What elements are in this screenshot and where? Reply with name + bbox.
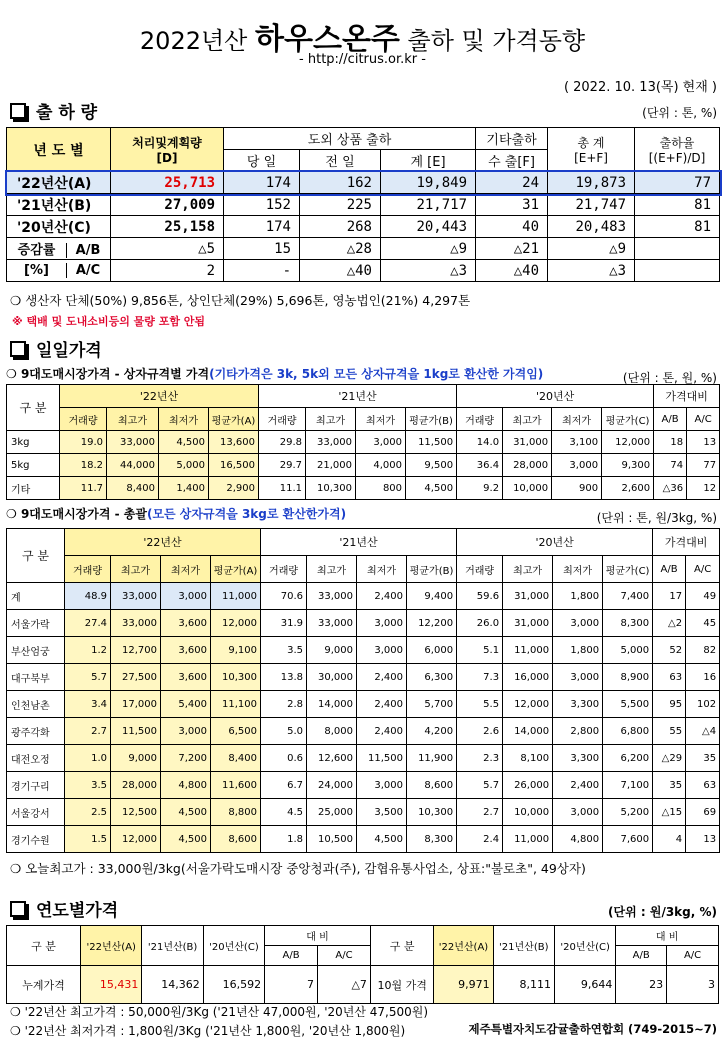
table-cell: 3,300	[553, 691, 603, 718]
table-cell: 10,000	[503, 799, 553, 826]
row-label: 대구북부	[7, 664, 65, 691]
col-sum: 총 계 [E+F]	[548, 128, 635, 172]
yearly-row: 누계가격 15,431 14,362 16,592 7 △7 10월 가격 9,971 8,111 9,644 23 3	[7, 966, 719, 1004]
checkbox-icon	[10, 901, 26, 917]
col-today: 당 일	[224, 150, 300, 172]
table-cell: 31.9	[261, 610, 307, 637]
col-total: 계 [E]	[381, 150, 476, 172]
table-cell: 25,000	[307, 799, 357, 826]
title-product: 하우스온주	[255, 22, 400, 57]
table-cell: 26.0	[457, 610, 503, 637]
title-suffix: 출하 및 가격동향	[407, 27, 586, 55]
table-cell: 10,300	[407, 799, 457, 826]
title-year: 2022년산	[139, 27, 248, 55]
table-cell: 13	[687, 431, 720, 454]
table-cell: 35	[653, 772, 686, 799]
shipment-row-22: '22년산(A) 25,713 174 162 19,849 24 19,873 77	[7, 172, 720, 194]
table-cell: 1.5	[65, 826, 111, 853]
row-label: 계	[7, 583, 65, 610]
table-cell: 6,500	[211, 718, 261, 745]
size-row	[7, 431, 720, 454]
table-cell: 3,000	[356, 431, 406, 454]
table-cell: 1,400	[159, 477, 209, 500]
table-cell: 31,000	[503, 610, 553, 637]
col-prev: 전 일	[300, 150, 381, 172]
table-cell: 59.6	[457, 583, 503, 610]
table-cell: 12,500	[111, 799, 161, 826]
row-label: 서울강서	[7, 799, 65, 826]
table-cell: 33,000	[111, 583, 161, 610]
market-row	[7, 583, 720, 610]
shipment-note-red: ※ 택배 및 도내소비등의 물량 포함 안됨	[12, 315, 206, 328]
table-cell: 5,700	[407, 691, 457, 718]
table-cell: 3,000	[552, 454, 602, 477]
market-row	[7, 718, 720, 745]
table-cell: 12,700	[111, 637, 161, 664]
col-other-sub: 수 출[F]	[476, 150, 548, 172]
table-cell: 13.8	[261, 664, 307, 691]
row-label: 대전오정	[7, 745, 65, 772]
table-cell: △4	[686, 718, 720, 745]
table-cell: 12,000	[602, 431, 654, 454]
table-cell: 7,400	[603, 583, 653, 610]
table-cell: 4,500	[161, 826, 211, 853]
table-cell: 2.5	[65, 799, 111, 826]
market-row	[7, 745, 720, 772]
circle-icon: ❍	[6, 507, 21, 521]
table-cell: 16	[686, 664, 720, 691]
table-cell: 4,500	[357, 826, 407, 853]
table-cell: 4,800	[161, 772, 211, 799]
table-cell: 18	[654, 431, 687, 454]
table-cell: 8,300	[603, 610, 653, 637]
table-cell: 900	[552, 477, 602, 500]
table-cell: 1.0	[65, 745, 111, 772]
table-cell: 6,300	[407, 664, 457, 691]
circle-icon: ❍	[10, 1005, 25, 1019]
table-cell: 5.7	[457, 772, 503, 799]
section-shipment	[10, 98, 97, 123]
table-cell: 9,100	[211, 637, 261, 664]
table-cell: 3,000	[553, 799, 603, 826]
table-cell: 9,400	[407, 583, 457, 610]
circle-icon: ❍	[10, 861, 26, 876]
table-cell: 8,600	[211, 826, 261, 853]
table-cell: △15	[653, 799, 686, 826]
table-cell: 3.4	[65, 691, 111, 718]
table-cell: 3,000	[553, 664, 603, 691]
size-row	[7, 454, 720, 477]
size-row	[7, 477, 720, 500]
table-cell: 3,300	[553, 745, 603, 772]
col-year: 년 도 별	[7, 128, 111, 172]
table-cell: 7,600	[603, 826, 653, 853]
table-cell: 31,000	[503, 431, 552, 454]
table-cell: 2,800	[553, 718, 603, 745]
table-cell: 4,500	[159, 431, 209, 454]
section-yearly-title: 연도별가격	[36, 901, 119, 921]
table-cell: 10,000	[503, 477, 552, 500]
table-cell: 3.5	[65, 772, 111, 799]
table-cell: 33,000	[307, 610, 357, 637]
table-cell: 82	[686, 637, 720, 664]
shipment-table	[6, 127, 720, 282]
table-cell: 19.0	[60, 431, 107, 454]
table-cell: 12,600	[307, 745, 357, 772]
table-cell: 10,300	[306, 477, 356, 500]
table-cell: 0.6	[261, 745, 307, 772]
yearly-note-high: ❍ '22년산 최고가격 : 50,000원/3Kg ('21년산 47,000원, '20년산 47,500원)	[10, 1005, 429, 1019]
table-cell: 3,600	[161, 664, 211, 691]
circle-icon: ❍	[10, 293, 26, 308]
row-label: 서울가락	[7, 610, 65, 637]
table-cell: 3,100	[552, 431, 602, 454]
checkbox-icon	[10, 341, 26, 357]
market-row	[7, 637, 720, 664]
table-cell: 12,000	[111, 826, 161, 853]
table-cell: 4,500	[406, 477, 457, 500]
table-cell: 9,300	[602, 454, 654, 477]
table-cell: 33,000	[307, 583, 357, 610]
table-cell: 2.7	[65, 718, 111, 745]
table-cell: △36	[654, 477, 687, 500]
table-cell: 5.7	[65, 664, 111, 691]
table-cell: 2.6	[457, 718, 503, 745]
table-cell: 11.7	[60, 477, 107, 500]
table-cell: 12,200	[407, 610, 457, 637]
table-cell: 33,000	[306, 431, 356, 454]
table-cell: △29	[653, 745, 686, 772]
table-cell: 55	[653, 718, 686, 745]
section-yearly	[10, 896, 118, 921]
table-cell: 95	[653, 691, 686, 718]
table-cell: 8,400	[107, 477, 159, 500]
table-cell: 21,000	[306, 454, 356, 477]
row-label: 경기수원	[7, 826, 65, 853]
table-cell: 3,000	[161, 718, 211, 745]
section-shipment-title: 출 하 량	[36, 103, 98, 123]
table-cell: 9,000	[307, 637, 357, 664]
shipment-row-21: '21년산(B) 27,009 152 225 21,717 31 21,747 81	[7, 194, 720, 216]
section-daily-price-title: 일일가격	[36, 341, 102, 361]
table-cell: 29.8	[259, 431, 306, 454]
table-cell: 49	[686, 583, 720, 610]
table-cell: 4.5	[261, 799, 307, 826]
table-cell: 69	[686, 799, 720, 826]
table-cell: 74	[654, 454, 687, 477]
table-cell: 2,900	[209, 477, 259, 500]
table-cell: 2.8	[261, 691, 307, 718]
table-cell: 26,000	[503, 772, 553, 799]
table-cell: 7.3	[457, 664, 503, 691]
table-cell: 45	[686, 610, 720, 637]
table-cell: 8,900	[603, 664, 653, 691]
table-cell: 17,000	[111, 691, 161, 718]
shipment-row-20: '20년산(C) 25,158 174 268 20,443 40 20,483 81	[7, 216, 720, 238]
table-cell: 14.0	[457, 431, 503, 454]
table-cell: 102	[686, 691, 720, 718]
table-cell: 1,800	[553, 637, 603, 664]
shipment-note: ❍ 생산자 단체(50%) 9,856톤, 상인단체(29%) 5,696톤, 영농법인(21%) 4,297톤	[10, 293, 471, 308]
table-cell: 33,000	[107, 431, 159, 454]
row-label: 인천남촌	[7, 691, 65, 718]
table-cell: 13	[686, 826, 720, 853]
table-cell: 3,000	[357, 637, 407, 664]
market-row	[7, 664, 720, 691]
shipment-unit: (단위 : 톤, %)	[642, 106, 717, 120]
section-daily-price	[10, 336, 102, 361]
table-cell: 8,600	[407, 772, 457, 799]
table-cell: 5,500	[603, 691, 653, 718]
col-plan: 처리및계획량 [D]	[111, 128, 224, 172]
table-cell: 3.5	[261, 637, 307, 664]
table-cell: 3,000	[357, 610, 407, 637]
market-price-subtitle: ❍ 9대도매시장가격 - 총괄(모든 상자규격을 3kg로 환산한가격)	[6, 507, 347, 521]
table-cell: 28,000	[111, 772, 161, 799]
table-cell: 52	[653, 637, 686, 664]
table-cell: 4,800	[553, 826, 603, 853]
table-cell: 30,000	[307, 664, 357, 691]
table-cell: 36.4	[457, 454, 503, 477]
table-cell: 31,000	[503, 583, 553, 610]
table-cell: 3,600	[161, 637, 211, 664]
table-cell: 6,800	[603, 718, 653, 745]
table-cell: 11.1	[259, 477, 306, 500]
table-cell: 8,300	[407, 826, 457, 853]
table-cell: 18.2	[60, 454, 107, 477]
table-cell: 4,000	[356, 454, 406, 477]
table-cell: 63	[653, 664, 686, 691]
report-date: ( 2022. 10. 13(목) 현재 )	[563, 80, 717, 95]
row-label: 3kg	[7, 431, 60, 454]
table-cell: 6.7	[261, 772, 307, 799]
table-cell: 16,000	[503, 664, 553, 691]
table-cell: 70.6	[261, 583, 307, 610]
table-cell: 1.2	[65, 637, 111, 664]
table-cell: 2,400	[357, 718, 407, 745]
table-cell: 5,200	[603, 799, 653, 826]
circle-icon: ❍	[10, 1024, 25, 1038]
table-cell: 11,500	[357, 745, 407, 772]
table-cell: 10,500	[307, 826, 357, 853]
table-cell: 5.0	[261, 718, 307, 745]
table-cell: 17	[653, 583, 686, 610]
col-other: 기타출하	[476, 128, 548, 150]
table-cell: 48.9	[65, 583, 111, 610]
table-cell: 11,500	[111, 718, 161, 745]
table-cell: 2,400	[553, 772, 603, 799]
table-cell: 2.3	[457, 745, 503, 772]
market-row	[7, 772, 720, 799]
table-cell: 2,400	[357, 583, 407, 610]
table-cell: 5.1	[457, 637, 503, 664]
site-url[interactable]: - http://citrus.or.kr -	[299, 52, 426, 67]
circle-icon: ❍	[6, 367, 21, 381]
size-price-unit: (단위 : 톤, 원, %)	[622, 371, 717, 385]
table-cell: 27.4	[65, 610, 111, 637]
table-cell: 77	[687, 454, 720, 477]
table-cell: 7,200	[161, 745, 211, 772]
table-cell: 12	[687, 477, 720, 500]
table-cell: 14,000	[307, 691, 357, 718]
table-cell: 2,400	[357, 664, 407, 691]
table-cell: 28,000	[503, 454, 552, 477]
table-cell: 800	[356, 477, 406, 500]
shipment-change-ac: [%] A/C 2 - △40 △3 △40 △3	[7, 260, 720, 282]
table-cell: 3,000	[553, 610, 603, 637]
table-cell: 12,000	[211, 610, 261, 637]
table-cell: 2,400	[357, 691, 407, 718]
table-cell: 9,500	[406, 454, 457, 477]
yearly-price-table: 구 분 '22년산(A) '21년산(B) '20년산(C) 대 비 구 분 '22년산(A) '21년산(B) '20년산(C) 대 비 A/B A/C A/B A/C 누계가격 15,431 14,362 16,592 7 △7 10월 가격 9,971 8,111 9,644 23 3	[6, 925, 719, 1004]
table-cell: 5,000	[159, 454, 209, 477]
shipment-change-ab: 증감률 A/B △5 15 △28 △9 △21 △9	[7, 238, 720, 260]
market-price-unit: (단위 : 톤, 원/3kg, %)	[596, 511, 717, 525]
size-price-table: 구 분 '22년산 '21년산 '20년산 가격대비 거래량 최고가 최저가 평균가(A) 거래량 최고가 최저가 평균가(B) 거래량 최고가 최저가 평균가(C) A/B A/C 3kg 19.0 33,000 4,500 13,600 29.8 33,000 3,000 11,500 14.0 31,000 3,100 12,000 18 13 5kg 18.2 44,000 5,000 16,500 29.7 21,000 4,000 9,500 36.4 28,000 3,000 9,300 74 77 기타 11.7 8,400 1,400 2,900 11.1 10,300 800 4,500 9.2 10,000 900 2,600 △36 12	[6, 384, 720, 500]
table-cell: 11,100	[211, 691, 261, 718]
market-row	[7, 691, 720, 718]
table-cell: 29.7	[259, 454, 306, 477]
market-row	[7, 799, 720, 826]
table-cell: 8,100	[503, 745, 553, 772]
table-cell: 3,600	[161, 610, 211, 637]
table-cell: 10,300	[211, 664, 261, 691]
table-cell: 6,200	[603, 745, 653, 772]
table-cell: 63	[686, 772, 720, 799]
yearly-unit: (단위 : 원/3kg, %)	[608, 905, 717, 919]
today-high-note: ❍ 오늘최고가 : 33,000원/3kg(서울가락도매시장 중앙청과(주), 감협유통사업소, 상표:"불로초", 49상자)	[10, 861, 586, 876]
organization-credit: 제주특별자치도감귤출하연합회 (749-2015~7)	[468, 1022, 717, 1036]
table-cell: △2	[653, 610, 686, 637]
table-cell: 13,600	[209, 431, 259, 454]
table-cell: 8,800	[211, 799, 261, 826]
table-cell: 5.5	[457, 691, 503, 718]
row-label: 기타	[7, 477, 60, 500]
table-cell: 3,500	[357, 799, 407, 826]
market-row	[7, 610, 720, 637]
table-cell: 44,000	[107, 454, 159, 477]
table-cell: 2,600	[602, 477, 654, 500]
table-cell: 1,800	[553, 583, 603, 610]
table-cell: 35	[686, 745, 720, 772]
table-cell: 11,600	[211, 772, 261, 799]
table-cell: 2.7	[457, 799, 503, 826]
table-cell: 11,900	[407, 745, 457, 772]
table-cell: 12,000	[503, 691, 553, 718]
table-cell: 2.4	[457, 826, 503, 853]
table-cell: 24,000	[307, 772, 357, 799]
size-price-subtitle: ❍ 9대도매시장가격 - 상자규격별 가격(기타가격은 3k, 5k외 모든 상자규격을 1kg로 환산한 가격임)	[6, 367, 544, 381]
row-label: 부산엄궁	[7, 637, 65, 664]
table-cell: 11,000	[503, 826, 553, 853]
table-cell: 11,000	[503, 637, 553, 664]
table-cell: 33,000	[111, 610, 161, 637]
table-cell: 7,100	[603, 772, 653, 799]
table-cell: 5,000	[603, 637, 653, 664]
table-cell: 9.2	[457, 477, 503, 500]
table-cell: 4,500	[161, 799, 211, 826]
table-cell: 5,400	[161, 691, 211, 718]
col-domestic: 도외 상품 출하	[224, 128, 476, 150]
table-cell: 11,500	[406, 431, 457, 454]
table-cell: 6,000	[407, 637, 457, 664]
table-cell: 4	[653, 826, 686, 853]
table-cell: 3,000	[357, 772, 407, 799]
yearly-note-low: ❍ '22년산 최저가격 : 1,800원/3Kg ('21년산 1,800원, '20년산 1,800원)	[10, 1024, 406, 1038]
table-cell: 4,200	[407, 718, 457, 745]
table-cell: 11,000	[211, 583, 261, 610]
table-cell: 14,000	[503, 718, 553, 745]
row-label: 광주각화	[7, 718, 65, 745]
table-cell: 16,500	[209, 454, 259, 477]
table-cell: 27,500	[111, 664, 161, 691]
col-ratio: 출하율 [(E+F)/D]	[635, 128, 720, 172]
market-price-table: 구 분 '22년산 '21년산 '20년산 가격대비 거래량 최고가 최저가 평균가(A) 거래량 최고가 최저가 평균가(B) 거래량 최고가 최저가 평균가(C) A/B A/C 계 48.9 33,000 3,000 11,000 70.6 33,000 2,400 9,400 59.6 31,000 1,800 7,400 17 49 서울가락 27.4 33,000 3,600 12,000 31.9 33,000 3,000 12,200 26.0 31,000 3,000 8,300 △2 45 부산엄궁 1.2 12,700 3,600 9,100 3.5 9,000 3,000 6,000 5.1 11,000 1,800 5,000 52 82 대구북부 5.7 27,500 3,600 10,300 13.8 30,000 2,400 6,300 7.3 16,000 3,000 8,900 63 16 인천남촌 3.4 17,000 5,400 11,100 2.8 14,000 2,400 5,700 5.5 12,000 3,300 5,500 95 102 광주각화 2.7 11,500 3,000 6,500 5.0 8,000 2,400 4,200 2.6 14,000 2,800 6,800 55 △4 대전오정 1.0 9,000 7,200 8,400 0.6 12,600 11,500 11,900 2.3 8,100 3,300 6,200 △29 35 경기구리 3.5 28,000 4,800 11,600 6.7 24,000 3,000 8,600 5.7 26,000 2,400 7,100 35 63 서울강서 2.5 12,500 4,500 8,800 4.5 25,000 3,500 10,300 2.7 10,000 3,000 5,200 △15 69 경기수원 1.5 12,000 4,500 8,600 1.8 10,500 4,500 8,300 2.4 11,000 4,800 7,600 4 13	[6, 528, 720, 853]
table-cell: 8,000	[307, 718, 357, 745]
table-cell: 8,400	[211, 745, 261, 772]
market-row	[7, 826, 720, 853]
table-cell: 1.8	[261, 826, 307, 853]
row-label: 경기구리	[7, 772, 65, 799]
row-label: 5kg	[7, 454, 60, 477]
table-cell: 9,000	[111, 745, 161, 772]
checkbox-icon	[10, 103, 26, 119]
table-cell: 3,000	[161, 583, 211, 610]
